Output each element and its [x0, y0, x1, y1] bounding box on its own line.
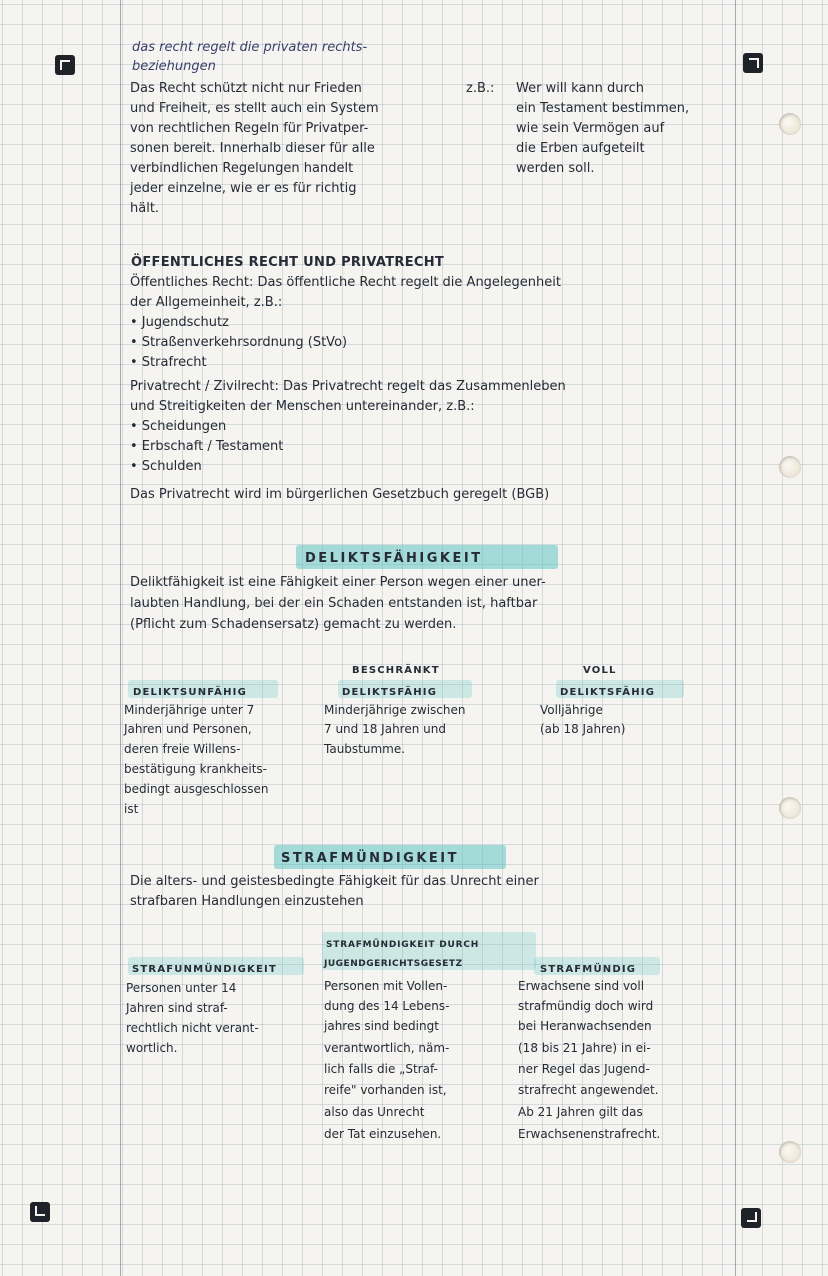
text-line: wortlich.: [126, 1041, 178, 1055]
column-label: STRAFMÜNDIGKEIT DURCH: [326, 940, 480, 950]
text-line: Ab 21 Jahren gilt das: [518, 1105, 643, 1119]
text-line: und Freiheit, es stellt auch ein System: [130, 101, 379, 116]
punch-hole-icon: [779, 456, 801, 478]
text-line: deren freie Willens-: [124, 742, 241, 756]
column-label: STRAFMÜNDIG: [540, 964, 637, 975]
text-line: Das Privatrecht wird im bürgerlichen Gesetzbuch geregelt (BGB): [130, 487, 550, 502]
text-line: bei Heranwachsenden: [518, 1019, 652, 1033]
text-line: die Erben aufgeteilt: [516, 141, 645, 156]
text-line: (ab 18 Jahren): [540, 722, 626, 736]
corner-mark-icon: [30, 1202, 50, 1222]
section-heading: ÖFFENTLICHES RECHT UND PRIVATRECHT: [131, 255, 445, 270]
text-line: bestätigung krankheits-: [124, 762, 268, 776]
text-line: Minderjährige unter 7: [124, 703, 255, 717]
text-line: ist: [124, 802, 139, 816]
text-line: Jahren und Personen,: [124, 722, 252, 736]
text-line: Personen unter 14: [126, 981, 237, 995]
text-line: • Straßenverkehrsordnung (StVo): [130, 335, 348, 350]
text-line: werden soll.: [516, 161, 595, 176]
text-line: Öffentliches Recht: Das öffentliche Recht regelt die Angelegenheit: [130, 275, 561, 290]
column-label: VOLL: [583, 665, 617, 676]
text-line: jeder einzelne, wie er es für richtig: [130, 181, 357, 196]
intro-heading-line: beziehungen: [132, 59, 216, 74]
text-line: Privatrecht / Zivilrecht: Das Privatrecht regelt das Zusammenleben: [130, 379, 566, 394]
text-line: Die alters- und geistesbedingte Fähigkeit für das Unrecht einer: [130, 874, 539, 889]
text-line: der Allgemeinheit, z.B.:: [130, 295, 283, 310]
intro-heading-line: das recht regelt die privaten rechts-: [132, 40, 368, 55]
text-line: Das Recht schützt nicht nur Frieden: [130, 81, 362, 96]
text-line: • Schulden: [130, 459, 202, 474]
column-label: DELIKTSUNFÄHIG: [133, 687, 248, 698]
example-prefix: z.B.:: [466, 81, 495, 96]
left-margin-line: [120, 0, 121, 1276]
corner-mark-icon: [743, 53, 763, 73]
text-line: strafmündig doch wird: [518, 999, 654, 1013]
text-line: (18 bis 21 Jahre) in ei-: [518, 1041, 651, 1055]
punch-hole-icon: [779, 1141, 801, 1163]
corner-mark-icon: [55, 55, 75, 75]
text-line: Volljährige: [540, 703, 603, 717]
corner-mark-icon: [741, 1208, 761, 1228]
text-line: Minderjährige zwischen: [324, 703, 466, 717]
text-line: Erwachsene sind voll: [518, 979, 645, 993]
text-line: und Streitigkeiten der Menschen untereinander, z.B.:: [130, 399, 475, 414]
text-line: • Jugendschutz: [130, 315, 229, 330]
section-title: STRAFMÜNDIGKEIT: [281, 851, 460, 866]
text-line: dung des 14 Lebens-: [324, 999, 450, 1013]
right-margin-line: [735, 0, 736, 1276]
punch-hole-icon: [779, 797, 801, 819]
text-line: Personen mit Vollen-: [324, 979, 448, 993]
text-line: Jahren sind straf-: [126, 1001, 228, 1015]
text-line: (Pflicht zum Schadensersatz) gemacht zu werden.: [130, 617, 457, 632]
text-line: lich falls die „Straf-: [324, 1062, 438, 1076]
text-line: Deliktfähigkeit ist eine Fähigkeit einer Person wegen einer uner-: [130, 575, 546, 590]
column-label: DELIKTSFÄHIG: [560, 687, 656, 698]
text-line: • Scheidungen: [130, 419, 227, 434]
text-line: der Tat einzusehen.: [324, 1127, 442, 1141]
text-line: ein Testament bestimmen,: [516, 101, 690, 116]
text-line: sonen bereit. Innerhalb dieser für alle: [130, 141, 375, 156]
text-line: Wer will kann durch: [516, 81, 644, 96]
text-line: laubten Handlung, bei der ein Schaden entstanden ist, haftbar: [130, 596, 538, 611]
text-line: 7 und 18 Jahren und: [324, 722, 446, 736]
column-label: BESCHRÄNKT: [352, 665, 440, 676]
text-line: reife" vorhanden ist,: [324, 1083, 447, 1097]
text-line: Erwachsenenstrafrecht.: [518, 1127, 661, 1141]
text-line: also das Unrecht: [324, 1105, 425, 1119]
punch-hole-icon: [779, 113, 801, 135]
text-line: rechtlich nicht verant-: [126, 1021, 259, 1035]
text-line: strafrecht angewendet.: [518, 1083, 659, 1097]
text-line: • Strafrecht: [130, 355, 207, 370]
text-line: von rechtlichen Regeln für Privatper-: [130, 121, 369, 136]
text-line: verbindlichen Regelungen handelt: [130, 161, 354, 176]
text-line: bedingt ausgeschlossen: [124, 782, 269, 796]
text-line: strafbaren Handlungen einzustehen: [130, 894, 364, 909]
text-line: Taubstumme.: [324, 742, 406, 756]
text-line: jahres sind bedingt: [324, 1019, 439, 1033]
section-title: DELIKTSFÄHIGKEIT: [305, 551, 483, 566]
text-line: • Erbschaft / Testament: [130, 439, 284, 454]
column-label: STRAFUNMÜNDIGKEIT: [132, 964, 277, 975]
text-line: verantwortlich, näm-: [324, 1041, 450, 1055]
column-label: DELIKTSFÄHIG: [342, 687, 438, 698]
text-line: hält.: [130, 201, 160, 216]
text-line: ner Regel das Jugend-: [518, 1062, 650, 1076]
column-label: JUGENDGERICHTSGESETZ: [324, 959, 463, 969]
text-line: wie sein Vermögen auf: [516, 121, 665, 136]
